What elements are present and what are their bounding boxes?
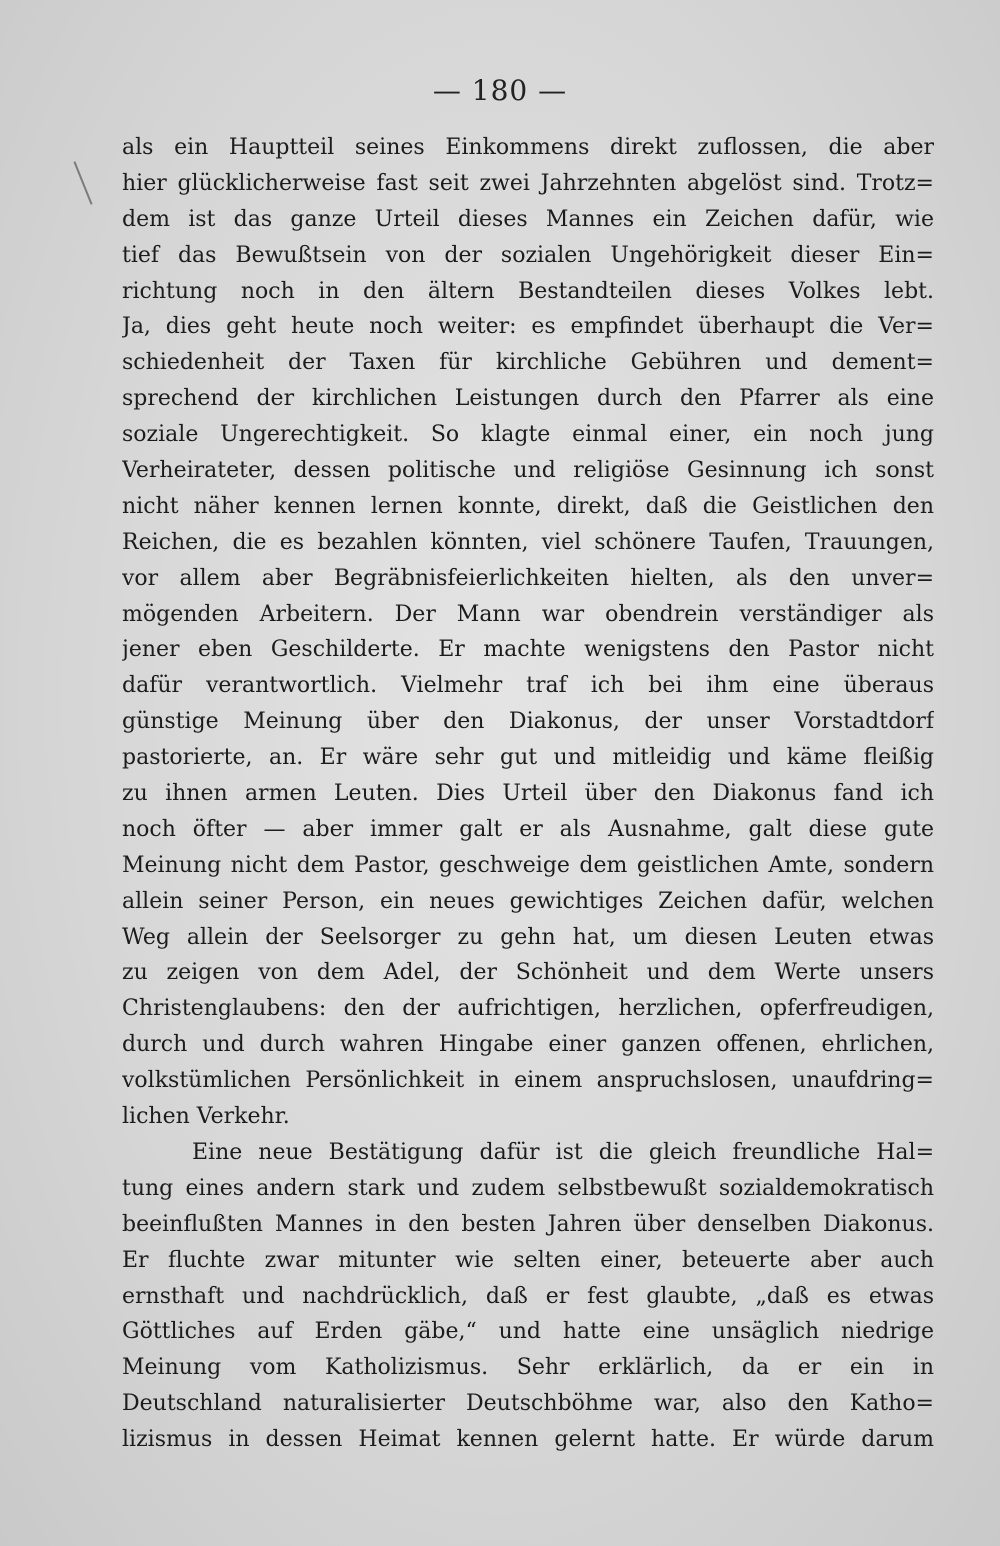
text-line: pastorierte, an. Er wäre sehr gut und mitleidig und käme fleißig [122, 745, 934, 771]
text-line: Meinung vom Katholizismus. Sehr erklärlich, da er ein in [122, 1355, 934, 1381]
text-line: Reichen, die es bezahlen könnten, viel schönere Taufen, Trauungen, [122, 529, 934, 555]
text-line: mögenden Arbeitern. Der Mann war obendrein verständiger als [122, 601, 934, 627]
text-line: vor allem aber Begräbnisfeierlichkeiten hielten, als den unver= [122, 565, 934, 591]
text-line: Er fluchte zwar mitunter wie selten einer, beteuerte aber auch [122, 1247, 934, 1273]
text-line: beeinflußten Mannes in den besten Jahren über denselben Diakonus. [122, 1211, 934, 1237]
text-line: zu ihnen armen Leuten. Dies Urteil über den Diakonus fand ich [122, 781, 934, 807]
text-line: Weg allein der Seelsorger zu gehn hat, um diesen Leuten etwas [122, 924, 934, 950]
text-line: richtung noch in den ältern Bestandteilen dieses Volkes lebt. [122, 278, 934, 304]
text-line: günstige Meinung über den Diakonus, der unser Vorstadtdorf [122, 709, 934, 735]
text-line: Göttliches auf Erden gäbe,“ und hatte eine unsäglich niedrige [122, 1319, 934, 1345]
text-line: als ein Hauptteil seines Einkommens direkt zuflossen, die aber [122, 135, 934, 160]
text-line: Ja, dies geht heute noch weiter: es empfindet überhaupt die Ver= [122, 314, 934, 340]
text-line: Verheirateter, dessen politische und religiöse Gesinnung ich sonst [122, 458, 934, 484]
body-text [122, 130, 934, 1458]
text-line: tief das Bewußtsein von der sozialen Ungehörigkeit dieser Ein= [122, 242, 934, 268]
text-line: Deutschland naturalisierter Deutschböhme war, also den Katho= [122, 1391, 934, 1417]
paragraph-end-line: lichen Verkehr. [122, 1104, 290, 1130]
text-line: zu zeigen von dem Adel, der Schönheit und dem Werte unsers [122, 960, 934, 986]
text-line: lizismus in dessen Heimat kennen gelernt hatte. Er würde darum [122, 1427, 934, 1453]
text-line: sprechend der kirchlichen Leistungen durch den Pfarrer als eine [122, 386, 934, 412]
text-line: Meinung nicht dem Pastor, geschweige dem geistlichen Amte, sondern [122, 852, 934, 878]
text-line: schiedenheit der Taxen für kirchliche Gebühren und dement= [122, 350, 934, 376]
text-line: dem ist das ganze Urteil dieses Mannes ein Zeichen dafür, wie [122, 206, 934, 232]
page-number: — 180 — [432, 74, 568, 107]
text-line: dafür verantwortlich. Vielmehr traf ich bei ihm eine überaus [122, 673, 934, 699]
text-line: durch und durch wahren Hingabe einer ganzen offenen, ehrlichen, [122, 1032, 934, 1058]
text-line: Christenglaubens: den der aufrichtigen, herzlichen, opferfreudigen, [122, 996, 934, 1022]
text-line: ernsthaft und nachdrücklich, daß er fest glaubte, „daß es etwas [122, 1283, 934, 1309]
margin-pencil-mark [73, 161, 92, 204]
text-line: hier glücklicherweise fast seit zwei Jahrzehnten abgelöst sind. Trotz= [122, 170, 934, 196]
text-line: volkstümlichen Persönlichkeit in einem anspruchslosen, unaufdring= [122, 1068, 934, 1094]
paragraph-start-line: Eine neue Bestätigung dafür ist die gleich freundliche Hal= [192, 1139, 934, 1165]
text-line: soziale Ungerechtigkeit. So klagte einmal einer, ein noch jung [122, 422, 934, 448]
text-line: allein seiner Person, ein neues gewichtiges Zeichen dafür, welchen [122, 888, 934, 914]
text-line: nicht näher kennen lernen konnte, direkt, daß die Geistlichen den [122, 493, 934, 519]
text-line: noch öfter — aber immer galt er als Ausnahme, galt diese gute [122, 816, 934, 842]
text-line: jener eben Geschilderte. Er machte wenigstens den Pastor nicht [122, 637, 934, 663]
text-line: tung eines andern stark und zudem selbstbewußt sozialdemokratisch [122, 1175, 934, 1201]
